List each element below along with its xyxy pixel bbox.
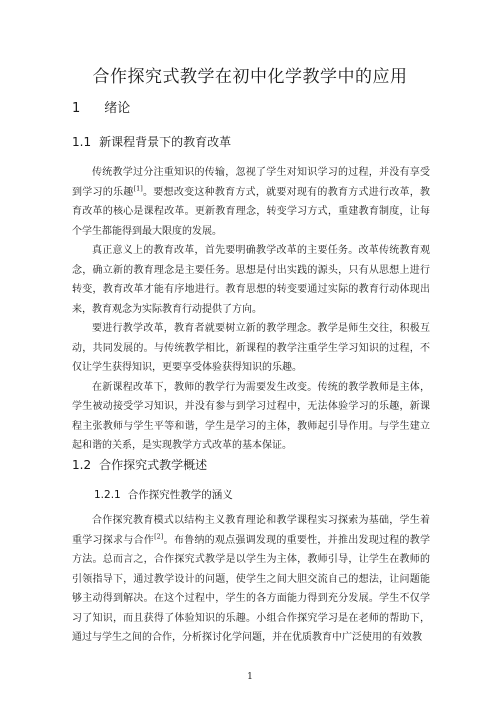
paragraph-text: 。要想改变这种教育方式，就要对现有的教育方式进行改革，教育改革的核心是课程改革。更新教育理念，转变学习方式，重建教育制度，让每个学生都能得到最大限度的发展。 — [72, 186, 431, 237]
section-heading-1-2-1 — [94, 487, 233, 502]
paragraph-text: 传统教学过分注重知识的传输，忽视了学生对知识学习的过程，并没有享受到学习的乐趣 — [72, 167, 430, 198]
paragraph — [72, 511, 430, 648]
paragraph: 真正意义上的教育改革，首先要明确教学改革的主要任务。改革传统教育观念，确立新的教育理念是主要任务。思想是付出实践的源头，只有从思想上进行转变，教育改革才能有序地进行。教育思想的转变要通过实际的教育行动体现出来，教育观念为实际教育行动提供了方向。 — [72, 245, 430, 315]
paper-title: 合作探究式教学在初中化学教学中的应用 — [92, 67, 408, 87]
section-heading-1-2 — [72, 456, 207, 473]
section-number: 1.2.1 — [94, 489, 121, 501]
citation: [1] — [133, 184, 143, 193]
section-number: 1.1 — [72, 135, 92, 149]
section-heading-1 — [72, 97, 130, 116]
section-title: 绪论 — [104, 101, 131, 116]
paragraph — [72, 163, 430, 241]
section-heading-1-1 — [72, 133, 231, 150]
section-number: 1.2 — [72, 458, 92, 472]
section-title: 合作探究式教学概述 — [99, 458, 208, 472]
section-1-2-1-body — [72, 511, 430, 648]
paragraph: 在新课程改革下，教师的教学行为需要发生改变。传统的教学教师是主体，学生被动接受学习知识，并没有参与到学习过程中，无法体验学习的乐趣，新课程主张教师与学生平等和谐，学生是学习的主体，教师起引导作用。与学生建立起和谐的关系，是实现教学方式改革的基本保证。 — [72, 381, 430, 451]
paragraph: 要进行教学改革，教育者就要树立新的教学理念。教学是师生交往，积极互动，共同发展的。与传统教学相比，新课程的教学注重学生学习知识的过程，不仅让学生获得知识，更要享受体验获得知识的乐趣。 — [72, 323, 430, 373]
section-title: 新课程背景下的教育改革 — [99, 135, 232, 149]
paragraph-text: 。布鲁纳的观点强调发现的重要性，并推出发现过程的教学方法。总而言之，合作探究式教学是以学生为主体，教师引导，让学生在教师的引领指导下，通过教学设计的问题，使学生之间大胆交流自己的想法，让问题能够主动得到解决。在这个过程中，学生的各方面能力得到充分发展。学生不仅学习了知识，而且获得了体验知识的乐趣。小组合作探究学习是在老师的帮助下，通过与学生之间的合作，分析探讨化学问题，并在优质教育中广泛使用的有效教 — [72, 534, 431, 643]
citation: [2] — [154, 532, 164, 541]
section-title: 合作探究性教学的涵义 — [127, 489, 233, 501]
section-1-1-body — [72, 163, 430, 456]
section-number: 1 — [72, 101, 81, 116]
paragraph-text: 合作探究教育模式以结构主义教育理论和教学课程实习探索为基础，学生着重学习探求与合作 — [72, 515, 430, 546]
page-number: 1 — [247, 672, 253, 682]
